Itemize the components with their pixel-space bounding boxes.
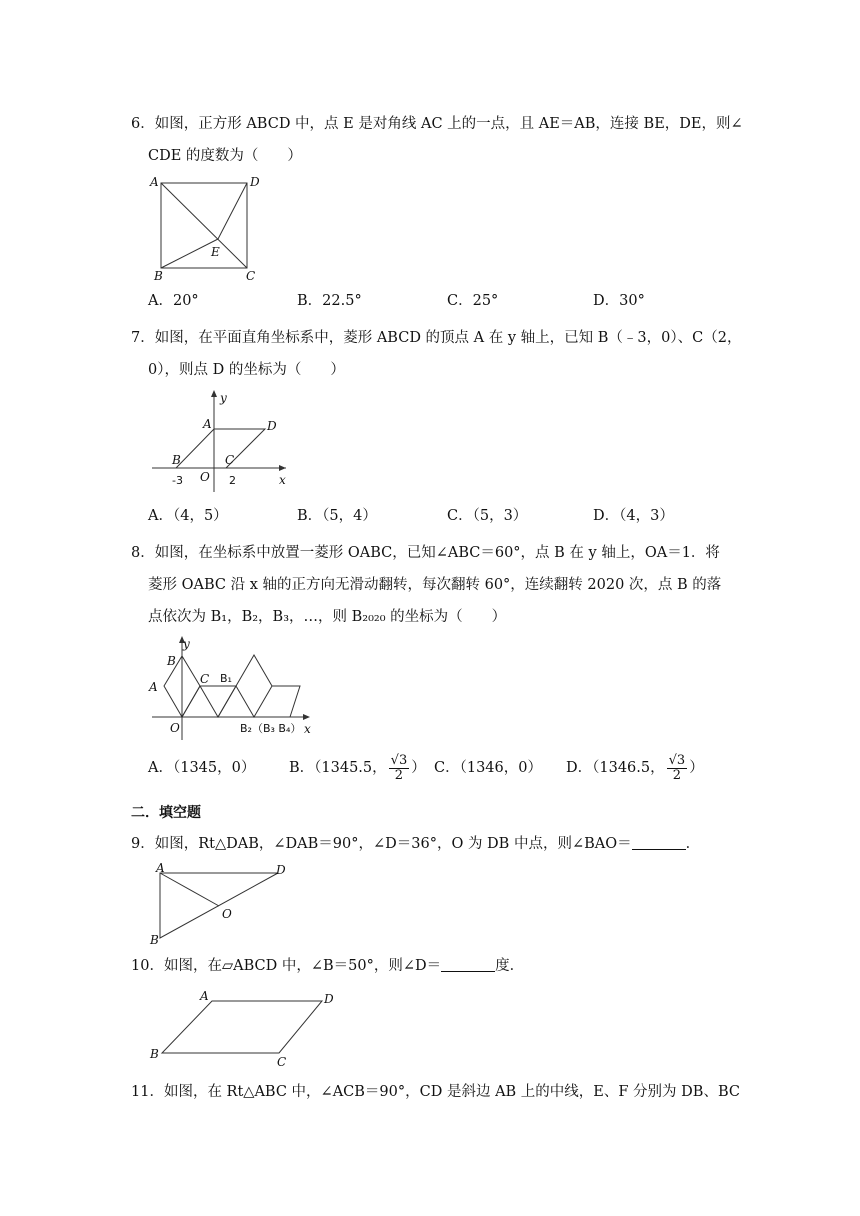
- q8-label-b: B: [167, 654, 176, 668]
- q8-stem-line2: 菱形 OABC 沿 x 轴的正方向无滑动翻转，每次翻转 60°，连续翻转 2020 次，点 B 的落: [148, 577, 722, 593]
- q8-option-b-close: ）: [411, 760, 426, 776]
- q7-label-x: x: [279, 473, 286, 487]
- q6-option-c[interactable]: C．25°: [447, 293, 499, 309]
- q7-option-d[interactable]: D．（4，3）: [593, 508, 674, 524]
- q8-option-d-close: ）: [689, 760, 704, 776]
- q6-label-d: D: [250, 175, 260, 189]
- q10-label-c: C: [277, 1055, 287, 1069]
- q6-option-d[interactable]: D．30°: [593, 293, 645, 309]
- q8-option-b-text: B．（1345.5，: [289, 760, 387, 776]
- q10-label-d: D: [324, 992, 334, 1006]
- q6-label-c: C: [246, 269, 256, 283]
- q10-figure: [146, 986, 346, 1069]
- q8-option-c[interactable]: C．（1346，0）: [434, 760, 542, 776]
- q7-label-c: C: [225, 453, 235, 467]
- q8-option-d-denominator: 2: [672, 767, 682, 783]
- q7-tick-minus3: -3: [172, 474, 183, 487]
- q10-label-a: A: [200, 989, 209, 1003]
- q8-option-b-denominator: 2: [394, 767, 404, 783]
- q8-option-d[interactable]: [566, 748, 704, 788]
- q6-label-b: B: [154, 269, 163, 283]
- q10-text: 10．如图，在▱ABCD 中，∠B＝50°，则∠D＝: [131, 958, 442, 974]
- q9-label-b: B: [150, 933, 159, 947]
- q8-stem-line3: 点依次为 B₁，B₂，B₃，…，则 B₂₀₂₀ 的坐标为（ ）: [148, 609, 507, 625]
- q11-stem-line1: 11．如图，在 Rt△ABC 中，∠ACB＝90°，CD 是斜边 AB 上的中线，E、F 分别为 DB、BC: [131, 1084, 740, 1100]
- q8-option-b-fraction: [389, 754, 410, 783]
- q7-option-a[interactable]: A．（4，5）: [148, 508, 228, 524]
- q7-label-y: y: [220, 391, 227, 405]
- q8-option-b-numerator: √3: [390, 752, 408, 768]
- q7-stem-line2: 0），则点 D 的坐标为（ ）: [148, 362, 345, 378]
- q7-label-b: B: [172, 453, 181, 467]
- q10-stem: [131, 956, 524, 976]
- q8-label-x: x: [304, 722, 311, 736]
- q8-option-b[interactable]: [289, 748, 426, 788]
- q9-label-d: D: [276, 863, 286, 877]
- q6-option-b[interactable]: B．22.5°: [297, 293, 362, 309]
- section-heading-fill-in: 二．填空题: [131, 805, 201, 821]
- q8-label-b2-b3-b4: B₂（B₃ B₄）: [240, 722, 302, 735]
- q7-figure: [148, 386, 298, 494]
- q8-label-c: C: [200, 672, 210, 686]
- q10-text-end: 度．: [495, 958, 525, 974]
- q8-label-o: O: [170, 721, 180, 735]
- q6-option-a[interactable]: A．20°: [148, 293, 199, 309]
- q8-figure: [146, 634, 326, 744]
- q10-label-b: B: [150, 1047, 159, 1061]
- q7-option-c[interactable]: C．（5，3）: [447, 508, 528, 524]
- q6-stem-line1: 6．如图，正方形 ABCD 中，点 E 是对角线 AC 上的一点，且 AE＝AB，连接 BE，DE，则∠: [131, 116, 743, 132]
- q9-stem: [131, 834, 700, 854]
- q7-label-o: O: [200, 470, 210, 484]
- q8-label-a: A: [149, 680, 158, 694]
- q8-option-d-text: D．（1346.5，: [566, 760, 665, 776]
- q8-option-d-fraction: [667, 754, 688, 783]
- q8-option-d-numerator: √3: [668, 752, 686, 768]
- q7-label-d: D: [267, 419, 277, 433]
- q6-stem-line2: CDE 的度数为（ ）: [148, 148, 302, 164]
- q9-text: 9．如图，Rt△DAB，∠DAB＝90°，∠D＝36°，O 为 DB 中点，则∠BAO＝: [131, 836, 632, 852]
- q8-label-y: y: [183, 637, 190, 651]
- q8-label-b1: B₁: [220, 672, 232, 685]
- q7-option-b[interactable]: B．（5，4）: [297, 508, 377, 524]
- q9-answer-blank[interactable]: [632, 835, 686, 850]
- q9-figure: [146, 862, 296, 946]
- q6-figure: [140, 172, 270, 284]
- q9-text-end: ．: [685, 836, 701, 852]
- q10-answer-blank[interactable]: [441, 957, 495, 972]
- q6-label-e: E: [211, 245, 220, 259]
- q7-stem-line1: 7．如图，在平面直角坐标系中，菱形 ABCD 的顶点 A 在 y 轴上，已知 B（﹣3，0）、C（2，: [131, 330, 742, 346]
- q8-option-a[interactable]: A．（1345，0）: [148, 760, 256, 776]
- q9-label-o: O: [222, 907, 232, 921]
- q7-tick-2: 2: [229, 474, 236, 487]
- q7-label-a: A: [203, 417, 212, 431]
- q6-label-a: A: [150, 175, 159, 189]
- q9-label-a: A: [156, 861, 165, 875]
- q8-stem-line1: 8．如图，在坐标系中放置一菱形 OABC，已知∠ABC＝60°，点 B 在 y 轴上，OA＝1．将: [131, 545, 720, 561]
